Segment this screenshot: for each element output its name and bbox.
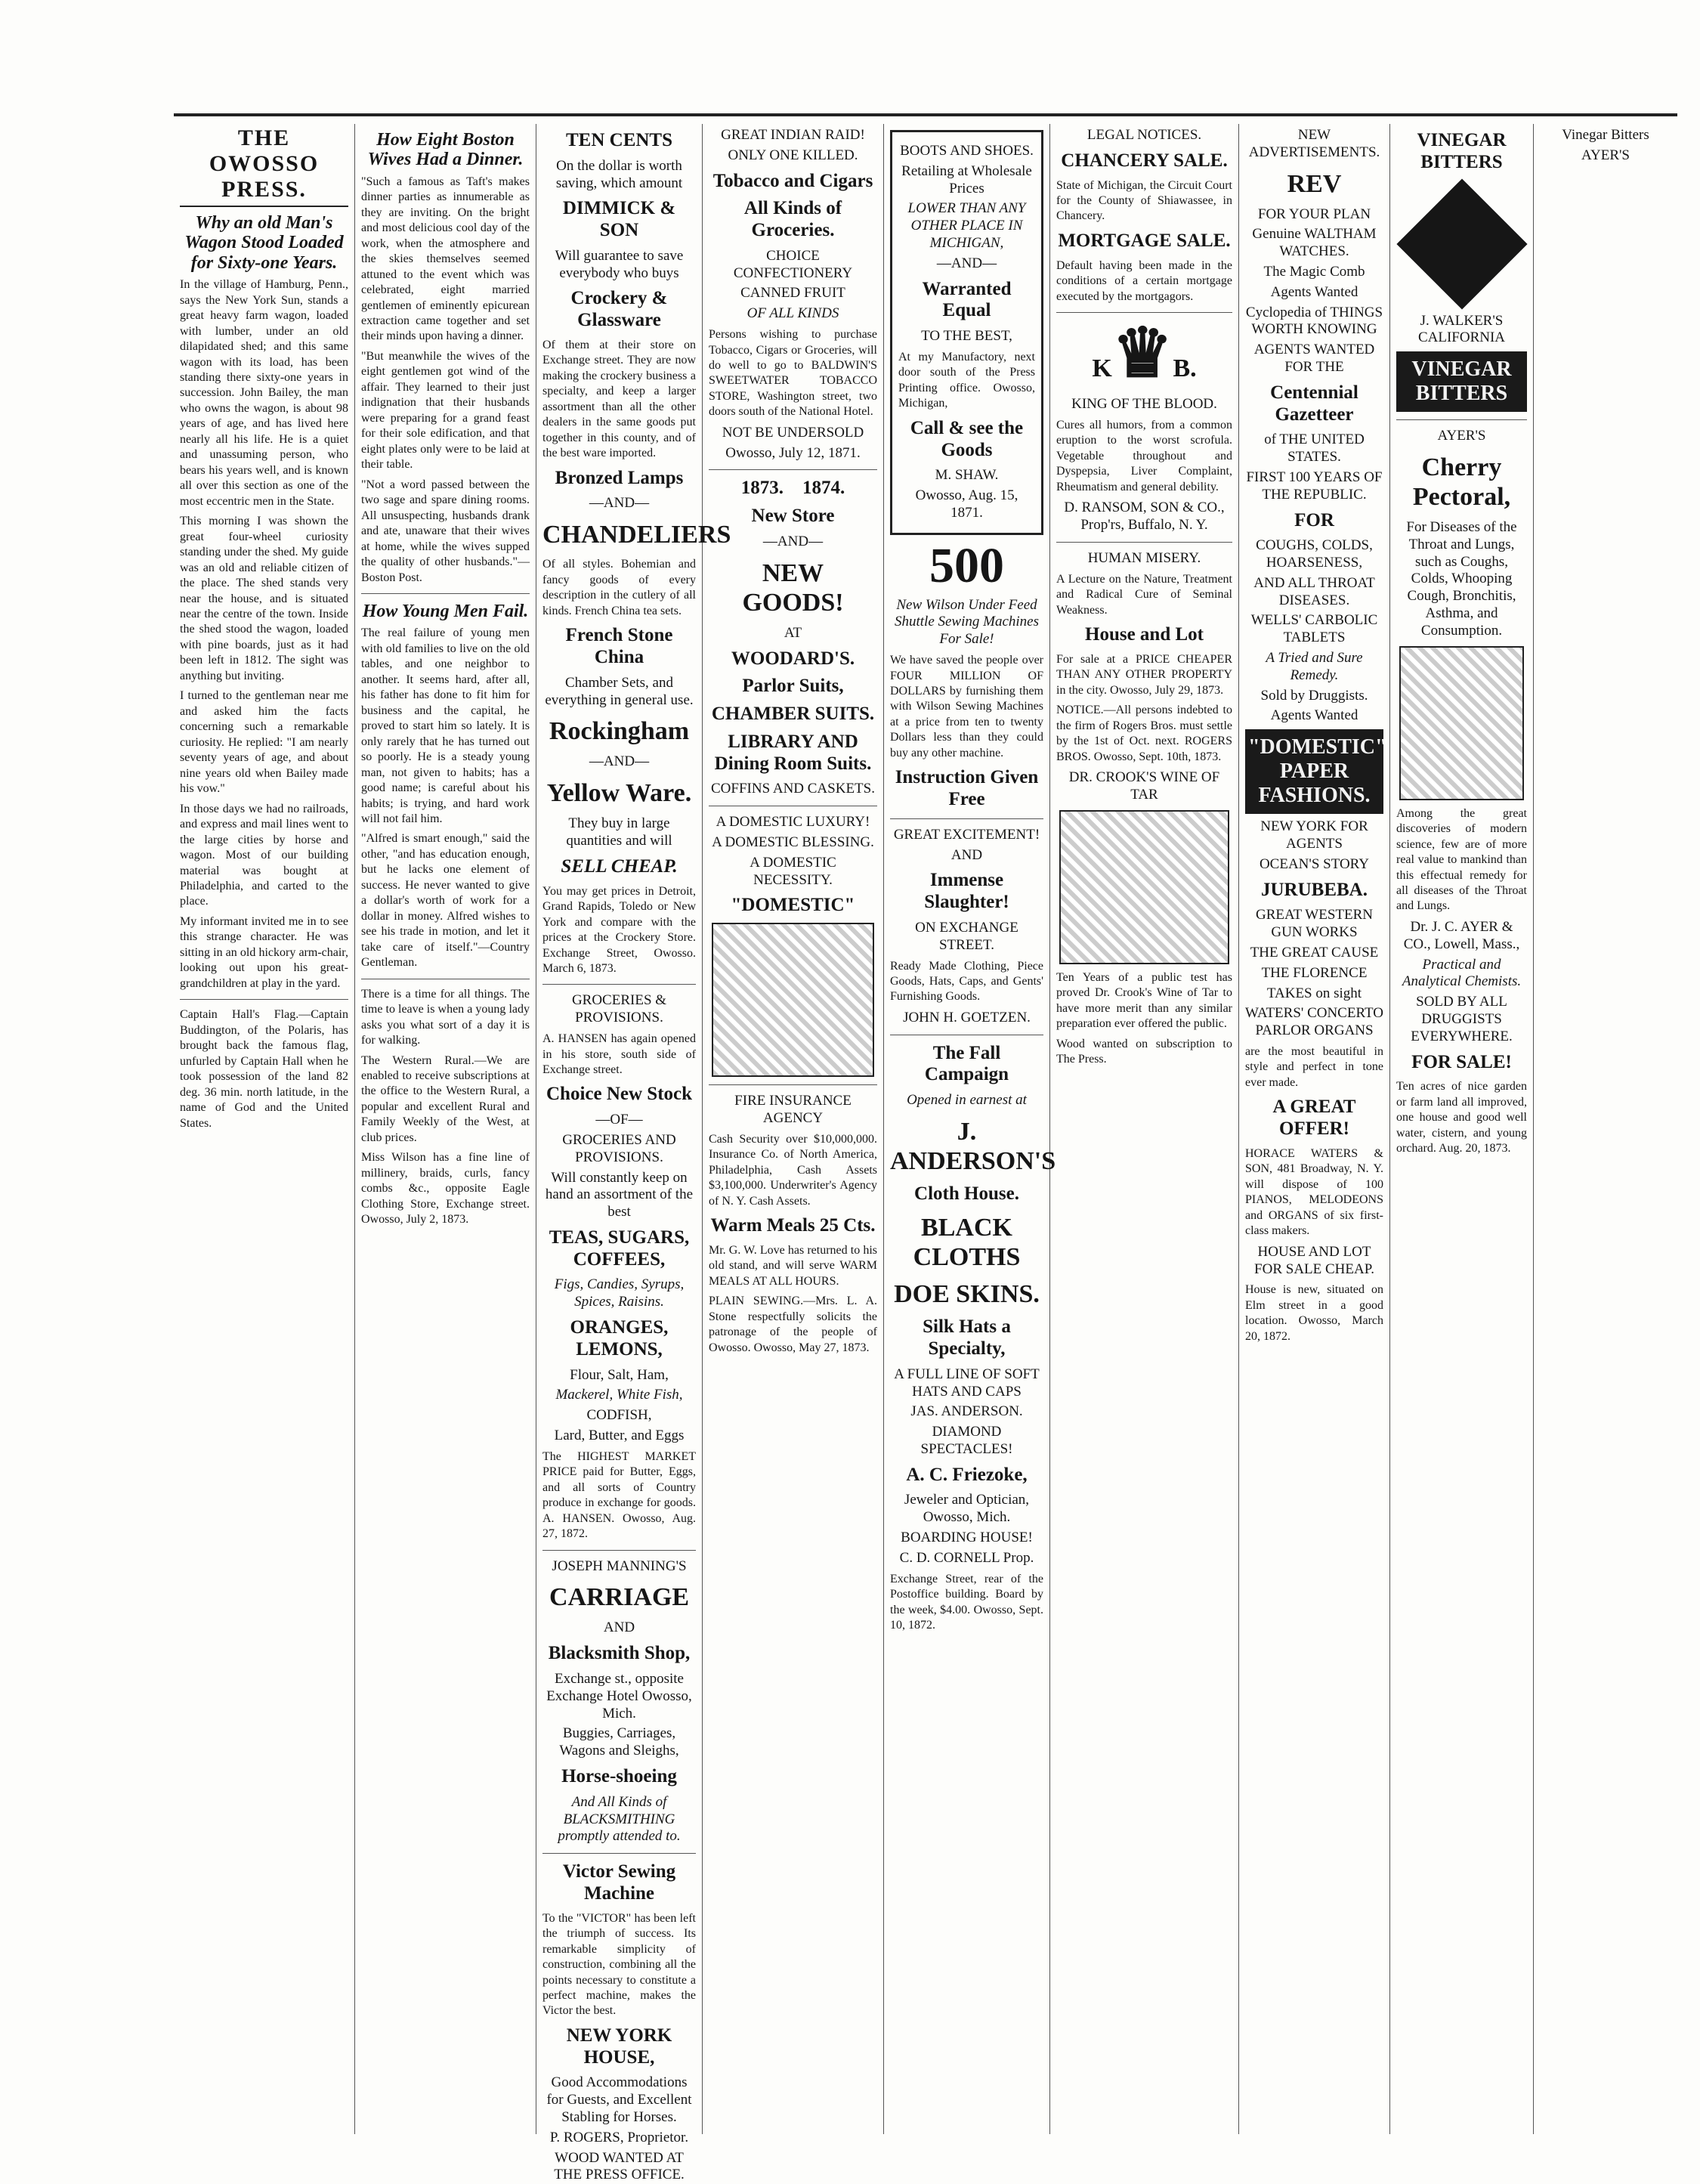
ad-text: Vinegar Bitters	[1562, 127, 1649, 143]
ad-text: Figs, Candies, Syrups, Spices, Raisins.	[554, 1276, 685, 1310]
ad-text: Agents Wanted	[1270, 283, 1358, 300]
ad-heading: ORANGES, LEMONS,	[570, 1317, 669, 1360]
ad-text: AND	[950, 846, 983, 863]
divider	[1056, 312, 1232, 313]
ad-heading: DR. CROOK'S WINE OF TAR	[1068, 769, 1220, 803]
article-paragraph: The real failure of young men with old families to live on the old tables, and one neighbor to another. It seems hard, after all, his father has done to fit him for business and the capital, he proved to start him so lately. It is only rarely that he has turned out so poorly. He is a steady young man, not given to habits; has a good name; is careful about his habits; is trying, and hard work will not fail him.	[361, 626, 530, 825]
ad-text: You may get prices in Detroit, Grand Rapids, Toledo or New York and compare with the prices at the Crockery Store. Exchange Street, Owosso. March 6, 1873.	[542, 884, 696, 975]
ad-text: Of all styles. Bohemian and fancy goods of every description in the cutlery of all kinds. French China tea sets.	[542, 558, 696, 617]
article-paragraph: Captain Hall's Flag.—Captain Buddington, of the Polaris, has brought back the famous flag, unfurled by Captain Hall when he took possession of the land 82 deg. 36 min. north latitude, in the name of God and the United States.	[180, 1008, 348, 1130]
masthead: THE OWOSSO PRESS.	[180, 124, 348, 207]
ad-text: Mr. G. W. Love has returned to his old stand, and will serve WARM MEALS AT ALL HOURS.	[709, 1243, 877, 1288]
ad-heading: GREAT EXCITEMENT!	[893, 826, 1040, 843]
ad-heading: A DOMESTIC BLESSING.	[712, 834, 874, 851]
ad-heading: Cloth House.	[914, 1183, 1019, 1205]
pine-tree-illustration	[1059, 810, 1229, 964]
boots-shoes-ad	[890, 130, 1043, 535]
crown-icon: ♛	[1111, 317, 1173, 392]
ad-text: A Tried and Sure Remedy.	[1266, 650, 1363, 683]
ad-heading: Bronzed Lamps	[555, 467, 684, 488]
column-5	[884, 124, 1056, 2134]
ad-heading: HOUSE AND LOT FOR SALE CHEAP.	[1254, 1243, 1374, 1277]
ad-text: J. WALKER'S CALIFORNIA	[1417, 312, 1506, 346]
ad-heading: HUMAN MISERY.	[1087, 549, 1201, 566]
ad-heading: Rockingham	[549, 717, 690, 746]
ad-text: Exchange Street, rear of the Postoffice building. Board by the week, $4.00. Owosso, Sept. 10, 1872.	[890, 1572, 1043, 1632]
ad-text: For sale at a PRICE CHEAPER THAN ANY OTHER PROPERTY in the city. Owosso, July 29, 1873.	[1056, 652, 1232, 697]
ad-text: Owosso, Aug. 15, 1871.	[915, 487, 1018, 521]
article-paragraph: In the village of Hamburg, Penn., says the New York Sun, stands a great heavy farm wagon, loaded with lumber, under an old dilapidated shed; and this same wagon with its load, has been standing there sixty-one years in succession. John Bailey, the man who owns the wagon, is about 98 years of age, and has lived here nearly all his life. He is a quiet and unassuming person, who bears his years well, and is known all over this section as one of the most eccentric men in the State.	[180, 278, 348, 508]
ad-heading: GROCERIES AND PROVISIONS.	[562, 1131, 676, 1165]
ad-heading: Victor Sewing Machine	[562, 1861, 676, 1904]
ad-text: —AND—	[936, 255, 997, 271]
ad-text: Buggies, Carriages, Wagons and Sleighs,	[559, 1725, 679, 1759]
ad-heading: GREAT INDIAN RAID!	[721, 127, 865, 143]
ad-heading: New Store	[751, 506, 835, 527]
ad-heading: The Fall Campaign	[924, 1042, 1009, 1085]
ad-heading: CHANDELIERS	[542, 521, 731, 549]
ad-text: NOTICE.—All persons indebted to the firm of Rogers Bros. must settle by the 1st of Oct. next. ROGERS BROS. Owosso, Sept. 10th, 1873.	[1056, 704, 1232, 763]
banner-line: FASHIONS.	[1258, 784, 1371, 808]
ad-heading: DIAMOND SPECTACLES!	[920, 1424, 1013, 1457]
divider	[709, 1084, 877, 1085]
ad-heading: Instruction Given Free	[895, 767, 1039, 810]
ad-text: LOWER THAN ANY OTHER PLACE IN MICHIGAN,	[907, 200, 1026, 251]
ad-text: Agents Wanted	[1270, 707, 1358, 724]
ad-text: AGENTS WANTED FOR THE	[1253, 342, 1375, 376]
ad-text: SOLD BY ALL DRUGGISTS EVERYWHERE.	[1411, 994, 1513, 1044]
ad-heading: Horse-shoeing	[561, 1765, 677, 1786]
ad-text: The Magic Comb	[1263, 264, 1365, 280]
ad-text: AND ALL THROAT DISEASES.	[1253, 574, 1375, 608]
ad-heading: Silk Hats a Specialty,	[923, 1316, 1011, 1359]
ad-text: They buy in large quantities and will	[566, 815, 672, 849]
ad-text: Ten acres of nice garden or farm land all improved, one house and good well water, cistern, and young orchard. Aug. 20, 1873.	[1396, 1080, 1527, 1155]
ad-heading: TEN CENTS	[565, 130, 672, 150]
ad-text: JOHN H. GOETZEN.	[903, 1009, 1031, 1025]
article-paragraph: There is a time for all things. The time to leave is when a young lady asks you what sort of a day it is for walking.	[361, 987, 530, 1047]
ad-heading: "DOMESTIC"	[731, 895, 855, 916]
ad-heading: Yellow Ware.	[546, 779, 692, 808]
ad-heading: LIBRARY AND Dining Room Suits.	[714, 731, 872, 774]
ad-text: WELLS' CARBOLIC TABLETS	[1250, 612, 1378, 646]
ad-heading: COUGHS, COLDS, HOARSENESS,	[1256, 537, 1373, 571]
ad-text: Ten Years of a public test has proved Dr. Crook's Wine of Tar to have more merit than any similar preparation ever offered the public.	[1056, 970, 1232, 1031]
ad-text: For Diseases of the Throat and Lungs, such as Coughs, Colds, Whooping Cough, Bronchitis, Asthma, and Consumption.	[1406, 519, 1517, 639]
ad-heading: Parlor Suits,	[742, 676, 844, 697]
ad-text: AND	[603, 1619, 635, 1636]
ad-text: Cures all humors, from a common eruption to the worst scrofula. Vegetable throughout and Dyspepsia, Liver Complaint, Rheumatism and general debility.	[1056, 418, 1232, 493]
ad-text: NOT BE UNDERSOLD	[722, 424, 864, 441]
ad-heading: FIRE INSURANCE AGENCY	[734, 1093, 852, 1126]
ad-text: A. HANSEN has again opened in his store, south side of Exchange street.	[542, 1032, 696, 1076]
ad-text: TO THE BEST,	[921, 328, 1012, 345]
column-3	[536, 124, 731, 2183]
ad-heading: NEW GOODS!	[742, 558, 844, 617]
ad-text: Sold by Druggists.	[1260, 687, 1368, 704]
ad-text: House is new, situated on Elm street in a good location. Owosso, March 20, 1872.	[1245, 1283, 1383, 1343]
ad-heading: WOOD WANTED AT THE PRESS OFFICE.	[554, 2149, 685, 2183]
ad-heading: FOR	[1294, 509, 1334, 531]
ad-text: THE GREAT CAUSE	[1250, 945, 1379, 961]
vinegar-bitters-banner: VINEGAR BITTERS	[1396, 351, 1527, 412]
section-heading: LEGAL NOTICES.	[1086, 127, 1202, 143]
sewing-machine-illustration	[712, 923, 874, 1077]
ad-text: A FULL LINE OF SOFT HATS AND CAPS	[894, 1366, 1040, 1400]
ad-text: Exchange st., opposite Exchange Hotel Owosso, Mich.	[546, 1671, 692, 1722]
ad-heading: CARRIAGE	[549, 1583, 690, 1612]
banner-line: "DOMESTIC"	[1248, 735, 1387, 759]
california-emblem-icon	[1396, 178, 1527, 309]
ad-heading: J. ANDERSON'S	[890, 1118, 1056, 1176]
ad-text: The HIGHEST MARKET PRICE paid for Butter, Eggs, and all sorts of Country produce in exchange for goods. A. HANSEN. Owosso, Aug. 27, 1872.	[542, 1449, 696, 1541]
divider	[890, 818, 1043, 819]
newspaper-sheet	[174, 113, 1677, 2183]
ad-heading: BOOTS AND SHOES.	[900, 143, 1034, 159]
ad-heading: FOR SALE!	[1411, 1051, 1512, 1072]
ad-heading: COFFINS AND CASKETS.	[711, 781, 875, 797]
section-heading: NEW ADVERTISEMENTS.	[1248, 127, 1380, 160]
ad-heading: All Kinds of Groceries.	[743, 198, 842, 241]
ad-text: of THE UNITED STATES.	[1264, 432, 1365, 466]
ad-heading: WOODARD'S.	[731, 648, 855, 669]
ad-heading: Tobacco and Cigars	[712, 170, 873, 191]
ad-text: Will guarantee to save everybody who buys	[555, 247, 684, 281]
ad-text: To the "VICTOR" has been left the triumph of success. Its remarkable simplicity of construction, combining all the points necessary to constitute a perfect machine, makes the Victor the best.	[542, 1911, 696, 2018]
ad-text: Good Accommodations for Guests, and Excellent Stabling for Horses.	[546, 2074, 692, 2125]
ad-text: FIRST 100 YEARS OF THE REPUBLIC.	[1246, 469, 1383, 503]
ad-text: AYER'S	[1581, 147, 1630, 163]
ad-text: New Wilson Under Feed Shuttle Sewing Machines For Sale!	[894, 596, 1040, 648]
article-paragraph: Miss Wilson has a fine line of millinery, braids, curls, fancy combs &c., opposite Eagle Clothing Store, Exchange street. Owosso, July 2, 1873.	[361, 1151, 530, 1227]
ad-text: —AND—	[589, 753, 650, 770]
ad-heading: Warranted Equal	[922, 278, 1012, 321]
ad-text: P. ROGERS, Proprietor.	[549, 2129, 689, 2145]
divider	[1396, 419, 1527, 420]
column-9	[1534, 124, 1677, 2134]
ad-heading: MORTGAGE SALE.	[1058, 230, 1231, 251]
ad-text: Mackerel, White Fish,	[555, 1387, 683, 1403]
ad-text: Among the great discoveries of modern science, few are of more real value to mankind than this effectual remedy for all diseases of the Throat and Lungs.	[1396, 806, 1527, 913]
ad-heading: Warm Meals 25 Cts.	[710, 1215, 876, 1236]
ad-text: CHOICE CONFECTIONERY	[733, 247, 853, 281]
ad-heading: REV	[1287, 169, 1342, 198]
ad-heading: OCEAN'S STORY	[1259, 855, 1370, 872]
ad-heading: A. C. Friezoke,	[906, 1464, 1028, 1485]
ad-text: HORACE WATERS & SON, 481 Broadway, N. Y. will dispose of 100 PIANOS, MELODEONS and ORGANS of six first-class makers.	[1245, 1146, 1383, 1238]
divider	[542, 984, 696, 985]
ad-heading: KING OF THE BLOOD.	[1071, 396, 1217, 413]
ad-text: Cash Security over $10,000,000. Insurance Co. of North America, Philadelphia, Cash Assets $3,100,000. Underwriter's Agency of N. Y. Cash Assets.	[709, 1132, 877, 1208]
ad-heading: DOE SKINS.	[894, 1280, 1040, 1309]
ad-text: M. SHAW.	[935, 467, 999, 484]
ad-heading: THE FLORENCE	[1261, 964, 1368, 981]
divider	[361, 593, 530, 594]
ad-text: Chamber Sets, and everything in general use.	[545, 674, 694, 708]
ad-heading: WATERS' CONCERTO PARLOR ORGANS	[1245, 1005, 1383, 1039]
ad-heading: Crockery & Glassware	[570, 288, 668, 331]
ad-heading: JOSEPH MANNING'S	[552, 1558, 687, 1574]
ad-text: —AND—	[589, 495, 650, 512]
article-paragraph: I turned to the gentleman near me and asked him the facts concerning such a remarkable curiosity. He replied: "I am nearly seventy years of age, and about nine years old when Bailey made his vow."	[180, 689, 348, 796]
ad-text: NEW YORK FOR AGENTS	[1260, 818, 1368, 852]
divider	[1056, 542, 1232, 543]
ad-text: OF ALL KINDS	[746, 305, 839, 322]
ad-text: A Lecture on the Nature, Treatment and Radical Cure of Seminal Weakness.	[1056, 572, 1232, 617]
ad-heading: NEW YORK HOUSE,	[566, 2025, 672, 2068]
ad-heading: A DOMESTIC NECESSITY.	[750, 854, 836, 888]
ad-text: are the most beautiful in style and perfect in tone ever made.	[1245, 1044, 1383, 1089]
ad-text: On the dollar is worth saving, which amount	[555, 157, 683, 191]
ad-heading: TEAS, SUGARS, COFFEES,	[549, 1227, 690, 1270]
column-6	[1050, 124, 1239, 2134]
top-rule	[174, 113, 1677, 116]
kb-letter-b: B.	[1173, 354, 1197, 383]
ad-text: ONLY ONE KILLED.	[728, 147, 858, 163]
article-headline: Why an old Man's Wagon Stood Loaded for Sixty-one Years.	[184, 213, 344, 273]
ad-text: Will constantly keep on hand an assortment of the best	[545, 1169, 694, 1220]
ad-text: Opened in earnest at	[907, 1092, 1027, 1109]
ad-text: C. D. CORNELL Prop.	[899, 1549, 1034, 1566]
ad-text: PLAIN SEWING.—Mrs. L. A. Stone respectfully solicits the patronage of the people of Owosso. Owosso, May 27, 1873.	[709, 1295, 877, 1354]
ad-text: At my Manufactory, next door south of the Press Printing office. Owosso, Michigan,	[898, 350, 1035, 410]
column-2	[355, 124, 536, 2134]
ad-heading	[709, 478, 877, 500]
ad-heading: VINEGAR BITTERS	[1417, 130, 1507, 172]
ad-heading: A GREAT OFFER!	[1272, 1097, 1356, 1140]
ad-text: Retailing at Wholesale Prices	[901, 162, 1032, 196]
ad-text: CODFISH,	[586, 1407, 652, 1424]
ad-heading: GROCERIES & PROVISIONS.	[571, 992, 667, 1026]
ad-text: ON EXCHANGE STREET.	[915, 919, 1018, 953]
ad-heading: JURUBEBA.	[1261, 879, 1368, 900]
article-paragraph: "Such a famous as Taft's makes dinner parties as innumerable as they are inviting. On the bright and most delicious cool day of the work, when the atmosphere and the skies themselves seemed attuned to the event which was celebrated, eight married gentlemen of eminently epicurean extraction came together and set their minds upon having a dinner.	[361, 175, 530, 343]
year-left: 1873.	[740, 478, 784, 499]
kb-letter-k: K	[1092, 354, 1112, 383]
article-paragraph: In those days we had no railroads, and express and mail lines went to the large cities by horse and wagon. Most of our building material was bought at Philadelphia, and carted to the place.	[180, 802, 348, 908]
column-4	[703, 124, 884, 2134]
ad-text: We have saved the people over FOUR MILLION OF DOLLARS by furnishing them with Wilson Sewing Machines at a price from ten to twenty Dollars less than they could buy any other machine.	[890, 654, 1043, 759]
hourglass-illustration	[1399, 646, 1524, 800]
banner-line: PAPER	[1279, 759, 1349, 784]
ad-text: Practical and Analytical Chemists.	[1402, 956, 1522, 990]
ad-text: Flour, Salt, Ham,	[570, 1366, 669, 1383]
ad-heading: House and Lot	[1085, 624, 1204, 645]
divider	[180, 999, 348, 1000]
domestic-paper-fashions-banner	[1245, 729, 1387, 814]
ad-text: Persons wishing to purchase Tobacco, Cigars or Groceries, will do well to go to BALDWIN'S SWEETWATER TOBACCO STORE, Washington street, two doors south of the National Hotel.	[709, 328, 877, 419]
ad-text: D. RANSOM, SON & CO., Prop'rs, Buffalo, N. Y.	[1064, 500, 1225, 534]
article-paragraph: "But meanwhile the wives of the eight gentlemen got wind of the affair. They learned to their just indignation that their husbands were preparing for a grand feast for their sole edification, and that eight plates only were to be laid at their table.	[361, 349, 530, 472]
ad-text: Lard, Butter, and Eggs	[554, 1427, 685, 1443]
ad-heading: CHAMBER SUITS.	[711, 704, 875, 725]
ad-text: FOR YOUR PLAN	[1257, 206, 1371, 222]
ad-text: Wood wanted on subscription to The Press.	[1056, 1037, 1232, 1066]
divider	[542, 1853, 696, 1854]
ad-heading: DIMMICK & SON	[562, 198, 676, 241]
article-paragraph: The Western Rural.—We are enabled to receive subscriptions at the office to the Western Rural, a popular and excellent Rural and Family Weekly of the West, at club prices.	[361, 1053, 530, 1144]
column-1	[174, 124, 355, 2134]
ad-text: State of Michigan, the Circuit Court for the County of Shiawassee, in Chancery.	[1056, 178, 1232, 223]
ad-text: Default having been made in the conditions of a certain mortgage executed by the mortgagors.	[1056, 258, 1232, 303]
article-paragraph: My informant invited me in to see this strange character. He was sitting in an old hickory arm-chair, looking out upon his great-grandchildren at play in the yard.	[180, 914, 348, 990]
article-headline: How Young Men Fail.	[362, 601, 529, 621]
ad-text: Dr. J. C. AYER & CO., Lowell, Mass.,	[1403, 918, 1520, 952]
year-right: 1874.	[802, 478, 845, 499]
ad-text: —AND—	[762, 533, 824, 549]
ad-text: TAKES on sight	[1266, 985, 1362, 1001]
ad-heading: Call & see the Goods	[910, 417, 1024, 460]
column-7	[1239, 124, 1390, 2134]
article-paragraph: "Not a word passed between the two sage and spare dining rooms. All unsuspecting, husbands drank and ate, unaware that their wives at home, while the wives supped the quality of other husbands."—Boston Post.	[361, 478, 530, 584]
ad-text: Jeweler and Optician, Owosso, Mich.	[904, 1492, 1030, 1526]
ad-heading: AYER'S	[1437, 428, 1486, 444]
ad-heading: SELL CHEAP.	[561, 855, 678, 877]
ad-heading: Immense Slaughter!	[924, 870, 1009, 913]
divider	[542, 1550, 696, 1551]
ad-text: JAS. ANDERSON.	[910, 1403, 1023, 1420]
ad-text: Owosso, July 12, 1871.	[725, 444, 861, 461]
ad-heading: CHANCERY SALE.	[1061, 150, 1228, 171]
ad-text: Genuine WALTHAM WATCHES.	[1252, 226, 1377, 260]
ad-text: Cyclopedia of THINGS WORTH KNOWING	[1245, 304, 1383, 338]
article-paragraph: This morning I was shown the great four-wheel curiosity standing under the shed. My guide was an old and reliable citizen of the place. The shed stands very near the house, and is situated near the centre of the town. Inside the shed stood the wagon, loaded with pine boards, just as it had been left in 1812. The sight was anything but inviting.	[180, 515, 348, 682]
ad-heading: Cherry Pectoral,	[1412, 453, 1511, 511]
ad-text: And All Kinds of BLACKSMITHING promptly attended to.	[558, 1793, 681, 1845]
ad-text: CANNED FRUIT	[740, 285, 845, 302]
column-8	[1390, 124, 1534, 2134]
article-headline: How Eight Boston Wives Had a Dinner.	[367, 130, 524, 170]
ad-heading: Choice New Stock	[546, 1084, 693, 1105]
kb-logo	[1056, 317, 1232, 392]
ad-heading: BLACK CLOTHS	[913, 1213, 1021, 1272]
ad-text: Of them at their store on Exchange street. They are now making the crockery business a specialty, and keep a larger assortment than all the other dealers in the same goods put together in this county, and of the best ware imported.	[542, 338, 696, 460]
article-paragraph: "Alfred is smart enough," said the other, "and has education enough, but he lacks one element of success. He never wanted to give a dollar's worth of work for a dollar in money. Alfred wishes to see his trade in motion, and let it take care of itself."—Country Gentleman.	[361, 832, 530, 970]
ad-heading: BOARDING HOUSE!	[901, 1530, 1033, 1546]
ad-text: AT	[784, 624, 802, 641]
ad-heading: French Stone China	[565, 625, 673, 667]
ad-heading: Blacksmith Shop,	[548, 1643, 691, 1664]
ad-heading: Centennial Gazetteer	[1270, 382, 1358, 425]
ad-text: —OF—	[595, 1112, 643, 1128]
divider	[709, 469, 877, 470]
ad-text: Ready Made Clothing, Piece Goods, Hats, Caps, and Gents' Furnishing Goods.	[890, 959, 1043, 1004]
ad-heading: 500	[929, 537, 1004, 593]
ad-heading: A DOMESTIC LUXURY!	[716, 814, 870, 831]
ad-text: GREAT WESTERN GUN WORKS	[1256, 907, 1373, 941]
